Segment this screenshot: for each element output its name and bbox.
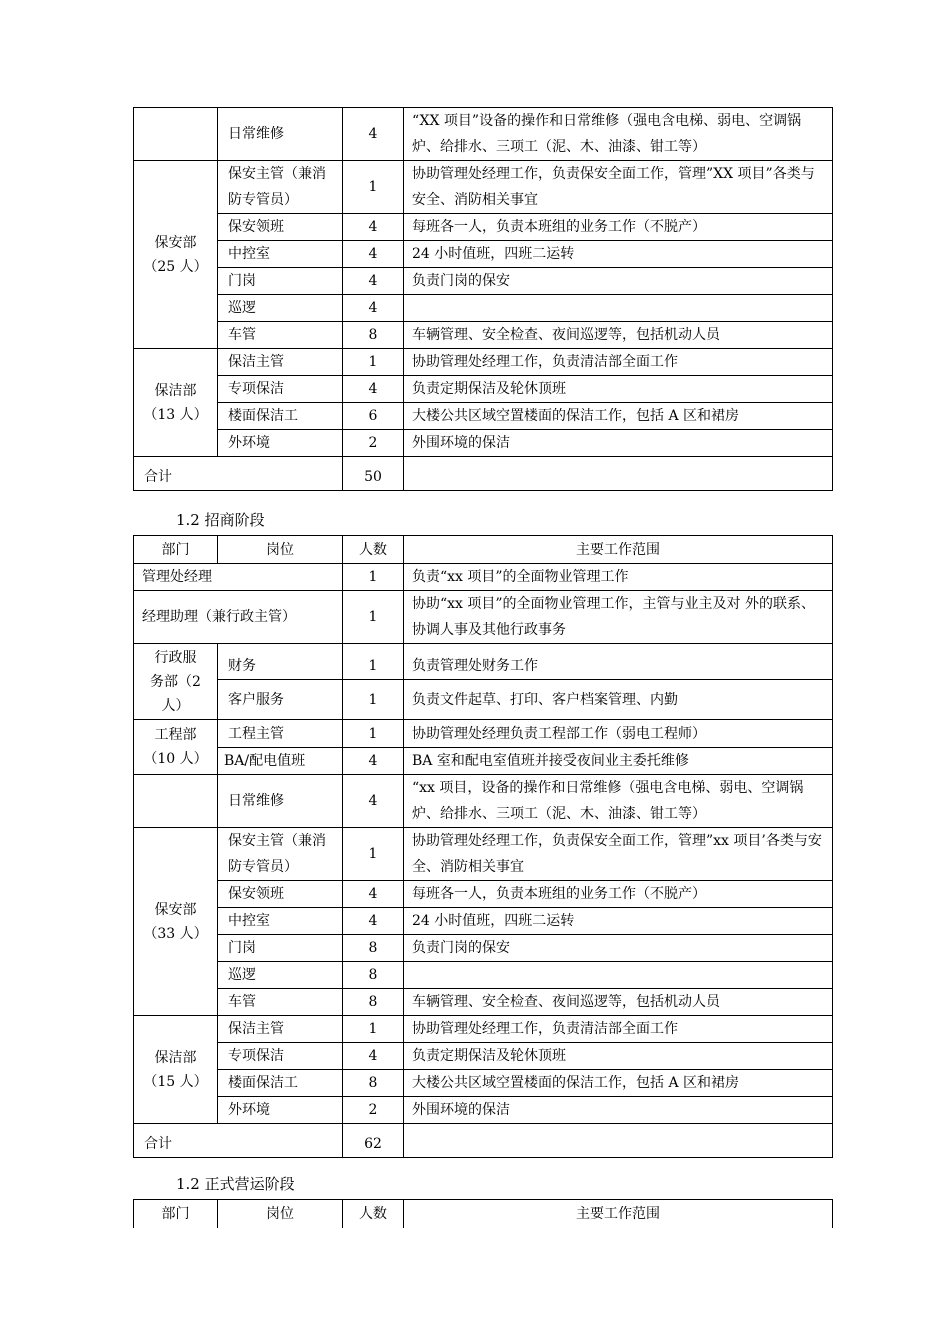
section-heading-operation: 1.2 正式营运阶段 <box>176 1175 295 1193</box>
scope-cell: 24 小时值班，四班二运转 <box>404 908 833 935</box>
table-row <box>134 908 833 935</box>
count-cell: 6 <box>343 403 404 430</box>
dept-cell <box>134 108 218 161</box>
count-cell: 1 <box>343 644 404 680</box>
dept-label: 保洁部 <box>154 382 197 399</box>
table-row <box>134 1070 833 1097</box>
section-heading-leasing: 1.2 招商阶段 <box>176 511 265 529</box>
position-manager: 管理处经理 <box>134 564 343 591</box>
position-assistant: 经理助理（兼行政主管） <box>134 591 343 644</box>
staffing-table-preparation <box>133 107 833 491</box>
table-row <box>134 376 833 403</box>
position-cell: 保安主管（兼消防专管员） <box>218 828 343 881</box>
dept-security <box>134 828 218 1016</box>
total-count: 50 <box>343 457 404 491</box>
scope-cell: 负责门岗的保安 <box>404 268 833 295</box>
scope-cell: “xx 项目，设备的操作和日常维修（强电含电梯、弱电、空调锅炉、给排水、三项工（泥、木、油漆、钳工等） <box>404 775 833 828</box>
position-cell: 楼面保洁工 <box>218 1070 343 1097</box>
table-row <box>134 962 833 989</box>
position-cell: 工程主管 <box>218 720 343 748</box>
scope-cell: “XX 项目”设备的操作和日常维修（强电含电梯、弱电、空调锅炉、给排水、三项工（泥、木、油漆、钳工等） <box>404 108 833 161</box>
count-cell: 8 <box>343 989 404 1016</box>
staffing-table-leasing <box>133 535 833 1158</box>
header-count: 人数 <box>343 536 404 564</box>
table-row <box>134 1097 833 1124</box>
count-cell: 1 <box>343 720 404 748</box>
scope-cell: BA 室和配电室值班并接受夜间业主委托维修 <box>404 748 833 775</box>
dept-label: 保洁部 <box>154 1049 197 1066</box>
scope-cell: 负责文件起草、打印、客户档案管理、内勤 <box>404 680 833 720</box>
count-cell: 1 <box>343 680 404 720</box>
scope-cell: 协助管理处经理负责工程部工作（弱电工程师） <box>404 720 833 748</box>
scope-cell: 大楼公共区域空置楼面的保洁工作，包括 A 区和裙房 <box>404 1070 833 1097</box>
scope-cell: 外围环境的保洁 <box>404 1097 833 1124</box>
scope-cell: 负责管理处财务工作 <box>404 644 833 680</box>
table-row <box>134 775 833 828</box>
staffing-table-operation <box>133 1199 833 1228</box>
position-cell: 巡逻 <box>218 295 343 322</box>
count-cell: 1 <box>343 161 404 214</box>
table-row <box>134 430 833 457</box>
count-cell: 1 <box>343 564 404 591</box>
header-dept: 部门 <box>134 536 218 564</box>
count-cell: 1 <box>343 591 404 644</box>
dept-admin: 行政服务部（2 人） <box>134 644 218 720</box>
position-cell: 保安领班 <box>218 881 343 908</box>
table-row <box>134 349 833 376</box>
dept-count: （33 人） <box>143 925 208 942</box>
position-cell: 保安主管（兼消防专管员） <box>218 161 343 214</box>
count-cell: 1 <box>343 1016 404 1043</box>
scope-cell <box>404 457 833 491</box>
position-cell: 楼面保洁工 <box>218 403 343 430</box>
dept-count: （15 人） <box>143 1073 208 1090</box>
scope-cell: 协助“xx 项目”的全面物业管理工作，主管与业主及对 外的联系、协调人事及其他行政事务 <box>404 591 833 644</box>
count-cell: 8 <box>343 935 404 962</box>
scope-cell: 负责定期保洁及轮休顶班 <box>404 376 833 403</box>
dept-label: 保安部 <box>154 901 197 918</box>
dept-cell <box>134 775 218 828</box>
table-row <box>134 881 833 908</box>
table-row <box>134 161 833 214</box>
header-position: 岗位 <box>218 1200 343 1228</box>
table-row <box>134 748 833 775</box>
dept-count: （25 人） <box>143 258 208 275</box>
header-count: 人数 <box>343 1200 404 1228</box>
position-cell: 日常维修 <box>218 775 343 828</box>
position-cell: 保洁主管 <box>218 349 343 376</box>
table-row <box>134 720 833 748</box>
table-row <box>134 214 833 241</box>
position-cell: 巡逻 <box>218 962 343 989</box>
dept-count: （10 人） <box>143 751 208 767</box>
count-cell: 4 <box>343 881 404 908</box>
table-row <box>134 935 833 962</box>
scope-cell: 车辆管理、安全检查、夜间巡逻等，包括机动人员 <box>404 322 833 349</box>
position-cell: 财务 <box>218 644 343 680</box>
position-cell: 车管 <box>218 322 343 349</box>
count-cell: 8 <box>343 322 404 349</box>
position-cell: 中控室 <box>218 908 343 935</box>
count-cell: 4 <box>343 214 404 241</box>
scope-cell: 协助管理处经理工作，负责清洁部全面工作 <box>404 349 833 376</box>
scope-cell <box>404 295 833 322</box>
table-row <box>134 295 833 322</box>
count-cell: 2 <box>343 1097 404 1124</box>
table-row <box>134 680 833 720</box>
count-cell: 4 <box>343 376 404 403</box>
scope-cell: 协助管理处经理工作，负责保安全面工作，管理”xx 项目’各类与安全、消防相关事宜 <box>404 828 833 881</box>
scope-cell: 协助管理处经理工作，负责清洁部全面工作 <box>404 1016 833 1043</box>
header-row <box>134 1200 833 1228</box>
table-row <box>134 591 833 644</box>
scope-cell: 外围环境的保洁 <box>404 430 833 457</box>
position-cell: 保安领班 <box>218 214 343 241</box>
position-cell: 客户服务 <box>218 680 343 720</box>
count-cell: 4 <box>343 775 404 828</box>
dept-label: 保安部 <box>154 234 197 251</box>
dept-security <box>134 161 218 349</box>
table-row <box>134 989 833 1016</box>
position-cell: 门岗 <box>218 935 343 962</box>
total-label: 合计 <box>134 457 343 491</box>
position-cell: 日常维修 <box>218 108 343 161</box>
dept-cleaning <box>134 349 218 457</box>
count-cell: 4 <box>343 295 404 322</box>
scope-cell: 24 小时值班，四班二运转 <box>404 241 833 268</box>
table-row <box>134 268 833 295</box>
scope-cell <box>404 1124 833 1158</box>
position-cell: 保洁主管 <box>218 1016 343 1043</box>
count-cell: 4 <box>343 268 404 295</box>
total-row <box>134 457 833 491</box>
position-cell: 专项保洁 <box>218 1043 343 1070</box>
scope-cell <box>404 962 833 989</box>
count-cell: 4 <box>343 748 404 775</box>
total-count: 62 <box>343 1124 404 1158</box>
table-row <box>134 564 833 591</box>
header-row <box>134 536 833 564</box>
header-scope: 主要工作范围 <box>404 1200 833 1228</box>
table-row <box>134 1016 833 1043</box>
table-row <box>134 322 833 349</box>
count-cell: 1 <box>343 828 404 881</box>
header-position: 岗位 <box>218 536 343 564</box>
table-row <box>134 644 833 680</box>
dept-label: 工程部 <box>154 727 197 743</box>
table-row <box>134 403 833 430</box>
total-row <box>134 1124 833 1158</box>
table-row <box>134 241 833 268</box>
position-cell: 中控室 <box>218 241 343 268</box>
header-dept: 部门 <box>134 1200 218 1228</box>
scope-cell: 大楼公共区域空置楼面的保洁工作，包括 A 区和裙房 <box>404 403 833 430</box>
count-cell: 2 <box>343 430 404 457</box>
count-cell: 4 <box>343 241 404 268</box>
dept-engineering <box>134 720 218 775</box>
position-cell: 门岗 <box>218 268 343 295</box>
scope-cell: 负责门岗的保安 <box>404 935 833 962</box>
table-row <box>134 1043 833 1070</box>
scope-cell: 车辆管理、安全检查、夜间巡逻等，包括机动人员 <box>404 989 833 1016</box>
position-cell: BA/配电值班 <box>218 748 343 775</box>
scope-cell: 负责“xx 项目”的全面物业管理工作 <box>404 564 833 591</box>
scope-cell: 协助管理处经理工作，负责保安全面工作，管理”XX 项目”各类与安全、消防相关事宜 <box>404 161 833 214</box>
table-row <box>134 108 833 161</box>
position-cell: 车管 <box>218 989 343 1016</box>
scope-cell: 每班各一人，负责本班组的业务工作（不脱产） <box>404 881 833 908</box>
count-cell: 8 <box>343 1070 404 1097</box>
count-cell: 1 <box>343 349 404 376</box>
count-cell: 8 <box>343 962 404 989</box>
count-cell: 4 <box>343 1043 404 1070</box>
header-scope: 主要工作范围 <box>404 536 833 564</box>
dept-count: （13 人） <box>143 406 208 423</box>
table-row <box>134 828 833 881</box>
position-cell: 专项保洁 <box>218 376 343 403</box>
total-label: 合计 <box>134 1124 343 1158</box>
position-cell: 外环境 <box>218 430 343 457</box>
dept-cleaning <box>134 1016 218 1124</box>
count-cell: 4 <box>343 108 404 161</box>
scope-cell: 每班各一人，负责本班组的业务工作（不脱产） <box>404 214 833 241</box>
count-cell: 4 <box>343 908 404 935</box>
position-cell: 外环境 <box>218 1097 343 1124</box>
scope-cell: 负责定期保洁及轮休顶班 <box>404 1043 833 1070</box>
